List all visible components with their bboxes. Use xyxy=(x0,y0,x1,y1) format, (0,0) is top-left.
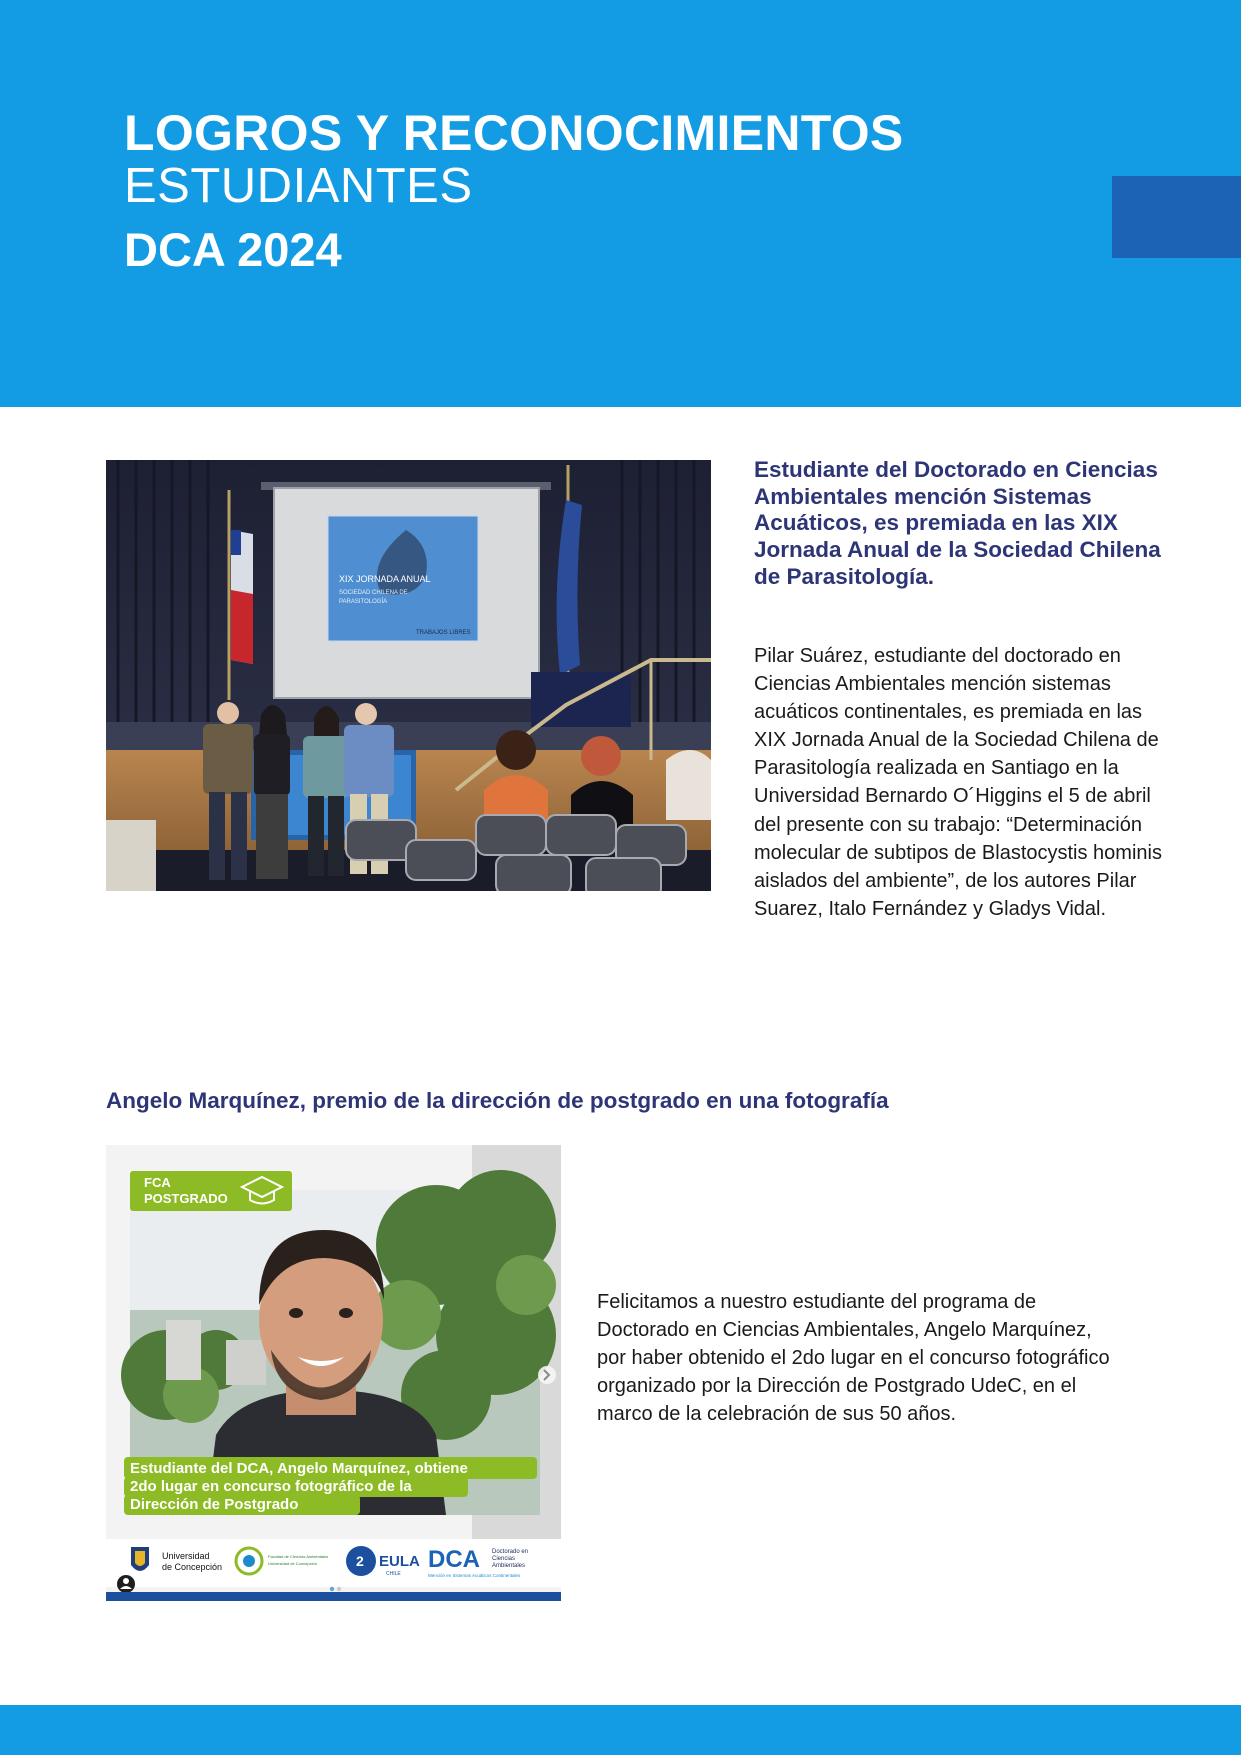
award-ceremony-photo xyxy=(106,460,711,891)
header-accent-block xyxy=(1112,176,1241,258)
svg-text:Universidad: Universidad xyxy=(162,1551,210,1561)
footer-bar xyxy=(0,1705,1241,1755)
svg-text:Ciencias: Ciencias xyxy=(492,1556,516,1562)
svg-text:Mención en Sistemas Acuáticos: Mención en Sistemas Acuáticos Continentales xyxy=(428,1573,521,1578)
article2-heading: Angelo Marquínez, premio de la dirección de postgrado en una fotografía xyxy=(106,1088,889,1113)
screen-text-4: TRABAJOS LIBRES xyxy=(416,630,471,636)
svg-text:Ambientales: Ambientales xyxy=(492,1563,526,1569)
svg-text:Universidad de Concepción: Universidad de Concepción xyxy=(268,1561,317,1566)
badge-text-1: FCA xyxy=(144,1175,171,1190)
caption-line-1: Estudiante del DCA, Angelo Marquínez, obtiene xyxy=(130,1460,468,1477)
svg-text:Doctorado en: Doctorado en xyxy=(492,1549,529,1555)
svg-text:CHILE: CHILE xyxy=(386,1571,401,1577)
profile-icon[interactable] xyxy=(117,1575,135,1593)
screen-text-1: XIX JORNADA ANUAL xyxy=(339,574,431,584)
page-title: LOGROS Y RECONOCIMIENTOS xyxy=(124,105,904,161)
article1-heading: Estudiante del Doctorado en Ciencias Ambientales mención Sistemas Acuáticos, es premiada en las XIX Jornada Anual de la Sociedad Chilena de Parasitología. xyxy=(754,457,1161,589)
article2-body: Felicitamos a nuestro estudiante del programa de Doctorado en Ciencias Ambientales, Angelo Marquínez, por haber obtenido el 2do lugar en el concurso fotográfico organizado por la Dirección de Postgrado UdeC, en el marco de la celebración de sus 50 años. xyxy=(597,1291,1110,1426)
page-subtitle: ESTUDIANTES xyxy=(124,159,473,213)
svg-text:Facultad de Ciencias Ambiental: Facultad de Ciencias Ambientales xyxy=(268,1554,329,1559)
screen-text-3: PARASITOLOGÍA xyxy=(339,599,388,605)
svg-text:2: 2 xyxy=(356,1553,364,1569)
page-year-title: DCA 2024 xyxy=(124,223,342,276)
carousel-next-button[interactable] xyxy=(538,1366,556,1384)
udec-logo xyxy=(131,1547,222,1572)
award-post-image xyxy=(106,1145,561,1601)
svg-text:de Concepción: de Concepción xyxy=(162,1562,223,1572)
caption-line-3: Dirección de Postgrado xyxy=(130,1496,299,1513)
article1-body: Pilar Suárez, estudiante del doctorado en Ciencias Ambientales mención sistemas acuáticos continentales, es premiada en las XIX Jornada Anual de la Sociedad Chilena de Parasitología realizada en Santiago en la Universidad Bernardo O´Higgins el 5 de abril del presente con su trabajo: “Determinación molecular de subtipos de Blastocystis hominis aislados del ambiente”, de los autores Pilar Suarez, Italo Fernández y Gladys Vidal. xyxy=(754,645,1162,920)
screen-text-2: SOCIEDAD CHILENA DE xyxy=(339,590,408,596)
svg-text:DCA: DCA xyxy=(428,1546,480,1573)
caption-line-2: 2do lugar en concurso fotográfico de la xyxy=(130,1478,412,1495)
svg-text:EULA: EULA xyxy=(379,1553,420,1570)
badge-text-2: POSTGRADO xyxy=(144,1191,228,1206)
